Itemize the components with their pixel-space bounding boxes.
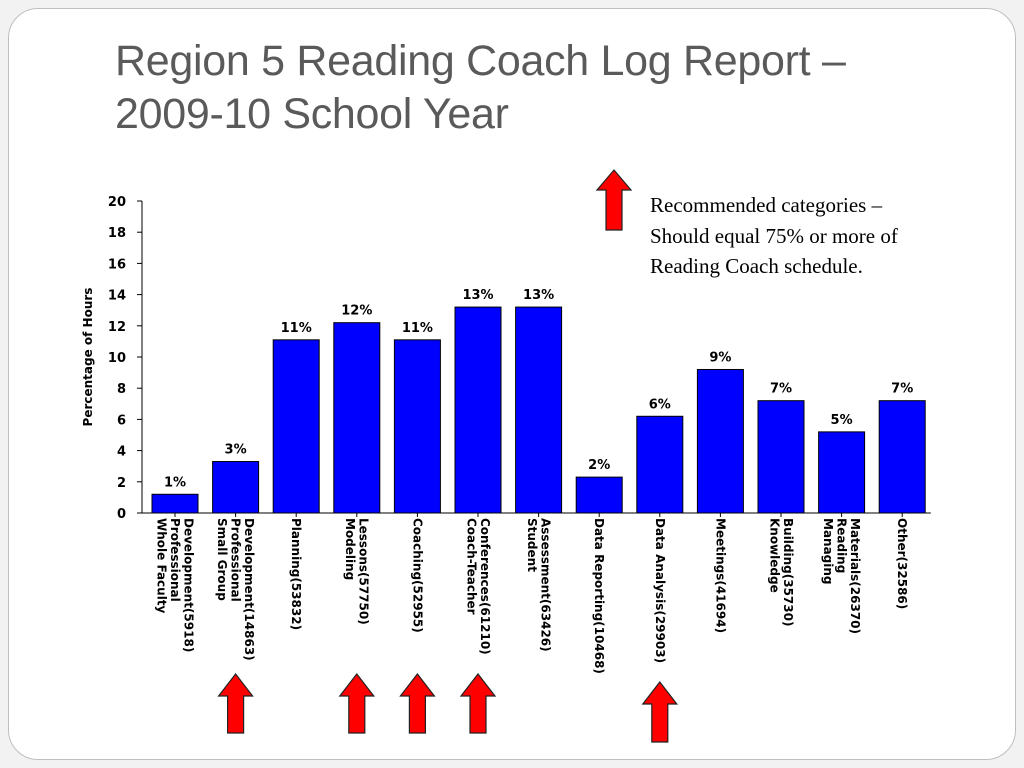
- category-label-line: Coaching(52955): [410, 518, 425, 633]
- category-label-line: Small Group: [215, 518, 230, 601]
- data-label: 3%: [224, 442, 247, 458]
- data-label: 7%: [891, 381, 914, 397]
- category-label: [821, 518, 862, 634]
- y-tick-label: 12: [107, 319, 126, 335]
- y-tick-label: 20: [107, 195, 126, 210]
- bar: [273, 340, 319, 513]
- category-label: [155, 518, 196, 652]
- data-label: 13%: [523, 288, 555, 304]
- recommended-arrow-icon: [340, 674, 374, 733]
- data-label: 9%: [709, 350, 732, 366]
- note-line-2: Should equal 75% or more of: [650, 223, 898, 248]
- bar: [516, 307, 562, 513]
- bar: [819, 432, 865, 513]
- data-label: 7%: [769, 381, 793, 397]
- category-label-line: Data Reporting(10468): [592, 518, 607, 674]
- category-label-line: Lessons(57750): [356, 518, 371, 625]
- category-label: [289, 518, 303, 630]
- note-line-3: Reading Coach schedule.: [650, 254, 863, 278]
- category-label-line: Materials(26370): [848, 518, 863, 635]
- bar: [213, 462, 259, 513]
- category-label-line: Professional: [168, 518, 182, 602]
- data-label: 11%: [280, 320, 312, 336]
- y-tick-label: 10: [107, 351, 126, 366]
- y-tick-label: 16: [107, 257, 126, 273]
- category-label-line: Conferences(61210): [477, 518, 492, 655]
- bar: [637, 416, 683, 513]
- category-label-line: Development(14863): [242, 518, 257, 661]
- category-label: [895, 518, 909, 609]
- data-label: 5%: [830, 412, 853, 428]
- data-label: 2%: [588, 458, 611, 474]
- category-label-line: Planning(53832): [289, 518, 304, 631]
- bar: [334, 323, 380, 513]
- category-label-line: Student: [524, 518, 539, 572]
- category-label: [464, 518, 492, 655]
- bar: [879, 401, 925, 513]
- y-tick-label: 2: [116, 475, 126, 491]
- bar: [152, 494, 198, 513]
- category-label-line: Development(5918): [181, 518, 196, 653]
- category-label-line: Building(35730): [780, 518, 795, 627]
- bar: [455, 307, 501, 513]
- note-line-1: Recommended categories –: [650, 193, 883, 217]
- category-label: [343, 518, 371, 625]
- bar: [576, 477, 622, 513]
- category-label-line: Meetings(41694): [713, 518, 728, 634]
- data-label: 13%: [462, 288, 494, 304]
- recommended-arrow-icon: [219, 674, 253, 733]
- recommended-arrow-icon: [461, 674, 495, 733]
- category-label: [592, 518, 606, 674]
- y-tick-label: 14: [107, 288, 126, 304]
- y-tick-label: 4: [116, 444, 126, 460]
- category-label-line: Modeling: [343, 518, 358, 581]
- category-label-line: Coach-Teacher: [464, 518, 479, 615]
- category-label-line: Data Analysis(29903): [652, 518, 667, 664]
- category-label-line: Assessment(63426): [538, 518, 553, 652]
- title-line-1: Region 5 Reading Coach Log Report –: [115, 37, 846, 85]
- y-tick-label: 18: [107, 226, 126, 242]
- y-axis-label: Percentage of Hours: [81, 287, 95, 427]
- category-label: [525, 518, 553, 652]
- data-label: 6%: [648, 397, 671, 413]
- bar: [697, 369, 743, 513]
- category-label-line: Whole Faculty: [154, 518, 169, 614]
- y-tick-label: 0: [116, 507, 126, 522]
- data-label: 11%: [401, 320, 433, 336]
- category-label-line: Reading: [834, 518, 849, 574]
- y-tick-label: 6: [116, 413, 126, 429]
- category-label: [713, 518, 727, 633]
- recommended-arrow-icon: [400, 674, 434, 733]
- category-label: [767, 518, 795, 626]
- bar: [758, 401, 804, 513]
- recommended-arrow-icon: [643, 682, 677, 742]
- category-label: [653, 518, 667, 663]
- legend-arrow-icon: [597, 170, 631, 230]
- title-line-2: 2009-10 School Year: [115, 90, 509, 138]
- y-tick-label: 8: [116, 382, 126, 398]
- category-label: [215, 518, 256, 661]
- data-label: 12%: [341, 303, 373, 319]
- bar: [394, 340, 440, 513]
- category-label-line: Other(32586): [895, 518, 910, 610]
- category-label-line: Knowledge: [767, 518, 782, 593]
- category-label: [410, 518, 424, 633]
- category-label-line: Professional: [228, 518, 243, 602]
- data-label: 1%: [163, 475, 187, 491]
- category-label-line: Managing: [821, 518, 836, 585]
